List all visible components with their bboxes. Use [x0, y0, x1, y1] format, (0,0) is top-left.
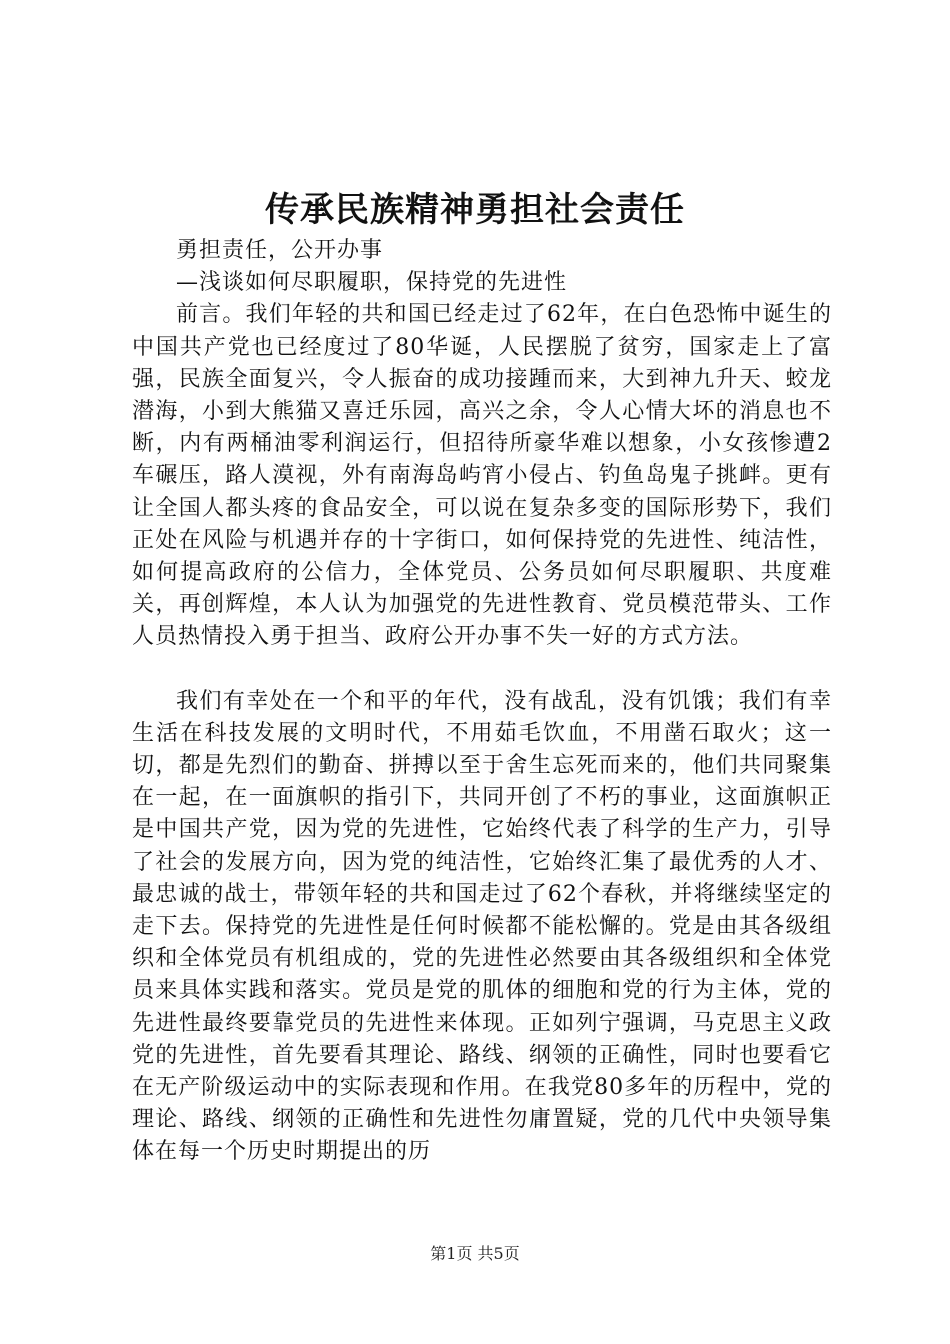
body-paragraph: 我们有幸处在一个和平的年代，没有战乱，没有饥饿；我们有幸生活在科技发展的文明时代，不用茹毛饮血，不用凿石取火；这一切，都是先烈们的勤奋、拼搏以至于舍生忘死而来的，他们共同聚集在一起，在一面旗帜的指引下，共同开创了不朽的事业，这面旗帜正是中国共产党，因为党的先进性，它始终代表了科学的生产力，引导了社会的发展方向，因为党的纯洁性，它始终汇集了最优秀的人才、最忠诚的战士，带领年轻的共和国走过了62个春秋，并将继续坚定的走下去。保持党的先进性是任何时候都不能松懈的。党是由其各级组织和全体党员有机组成的，党的先进性必然要由其各级组织和全体党员来具体实践和落实。党员是党的肌体的细胞和党的行为主体，党的先进性最终要靠党员的先进性来体现。正如列宁强调，马克思主义政党的先进性，首先要看其理论、路线、纲领的正确性，同时也要看它在无产阶级运动中的实际表现和作用。在我党80多年的历程中，党的理论、路线、纲领的正确性和先进性勿庸置疑，党的几代中央领导集体在每一个历史时期提出的历	[132, 688, 832, 1165]
document-body	[132, 235, 832, 1169]
preface-paragraph: 前言。我们年轻的共和国已经走过了62年，在白色恐怖中诞生的中国共产党也已经度过了80华诞，人民摆脱了贫穷，国家走上了富强，民族全面复兴，令人振奋的成功接踵而来，大到神九升天、蛟龙潜海，小到大熊猫又喜迁乐园，高兴之余，令人心情大坏的消息也不断，内有两桶油零利润运行，但招待所豪华难以想象，小女孩惨遭2车碾压，路人漠视，外有南海岛屿宵小侵占、钓鱼岛鬼子挑衅。更有让全国人都头疼的食品安全，可以说在复杂多变的国际形势下，我们正处在风险与机遇并存的十字街口，如何保持党的先进性、纯洁性，如何提高政府的公信力，全体党员、公务员如何尽职履职、共度难关，再创辉煌，本人认为加强党的先进性教育、党员模范带头、工作人员热情投入勇于担当、政府公开办事不失一好的方式方法。	[132, 302, 832, 650]
subtitle-line: 勇担责任，公开办事	[176, 238, 384, 263]
document-title: 传承民族精神勇担社会责任	[265, 190, 685, 230]
page-number-footer: 第1页 共5页	[430, 1244, 520, 1263]
subtitle-dash-line: —浅谈如何尽职履职，保持党的先进性	[176, 270, 568, 296]
